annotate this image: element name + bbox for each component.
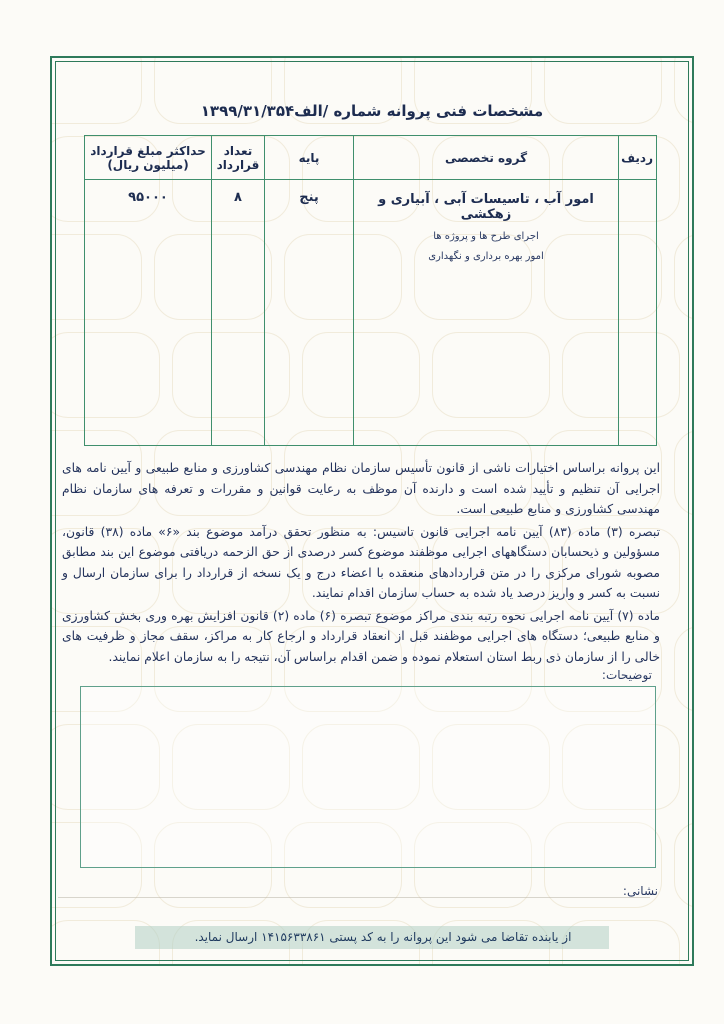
column-header-row-number: ردیف	[619, 136, 657, 180]
group-subitem-maintenance: امور بهره برداری و نگهداری	[428, 251, 544, 262]
spec-table	[84, 135, 657, 446]
column-header-contract-count: تعداد قرارداد	[212, 136, 265, 180]
notes-label: توضیحات:	[601, 668, 652, 682]
max-amount-cell: ۹۵۰۰۰	[85, 180, 212, 446]
address-line-rule	[58, 897, 650, 898]
column-header-max-contract-amount: حداکثر مبلغ قرارداد (میلیون ریال)	[85, 136, 212, 180]
finder-notice: از یابنده تقاضا می شود این پروانه را به کد پستی ۱۴۱۵۶۳۳۸۶۱ ارسال نماید.	[135, 926, 610, 949]
legal-text-block	[62, 458, 660, 669]
legal-paragraph-basis: این پروانه براساس اختیارات ناشی از قانون تأسیس سازمان نظام مهندسی کشاورزی و منابع طبیعی و آیین نامه های اجرایی آن تنظیم و تأیید شده است و دارنده آن موظف به رعایت قوانین و مقررات و تعرفه های سازمان نظام مهندسی کشاورزی و منابع طبیعی است.	[62, 461, 660, 516]
group-title: امور آب ، تاسیسات آبی ، آبیاری و زهکشی	[378, 192, 594, 222]
column-header-grade: پایه	[265, 136, 354, 180]
finder-notice-row	[50, 926, 694, 949]
notes-box	[80, 686, 656, 868]
page-title: مشخصات فنی پروانه شماره /الف۱۳۹۹/۳۱/۳۵۴	[200, 102, 544, 120]
specialized-group-cell	[354, 180, 619, 446]
legal-paragraph-note3-article83: تبصره (۳) ماده (۸۳) آیین نامه اجرایی قانون تاسیس: به منظور تحقق درآمد موضوع بند «۶» ماده (۳۸) قانون، مسؤولین و ذیحسابان دستگاههای اجرایی موظفند موضوع کسر درصدی از حق الزحمه دریافتی موضوع این بند مطابق مصوبه شورای مرکزی را در متن قراردادهای منعقده با اعضاء درج و یک نسخه از قرارداد را برای سازمان ارسال و نسبت به کسر و واریز درصد یاد شده به حساب سازمان اقدام نمایند.	[62, 524, 661, 600]
contract-count-cell: ۸	[212, 180, 265, 446]
group-subitem-projects: اجرای طرح ها و پروژه ها	[433, 231, 539, 242]
legal-paragraph-article7: ماده (۷) آیین نامه اجرایی نحوه رتبه بندی مراکز موضوع تبصره (۶) ماده (۲) قانون افزایش بهره وری بخش کشاورزی و منابع طبیعی؛ دستگاه های اجرایی موظفند قبل از انعقاد قرارداد و ارجاع کار به مراکز، سقف مجاز و ظرفیت های خالی را از سازمان ذی ربط استان استعلام نموده و ضمن اقدام براساس آن، نتیجه را به سازمان اعلام نمایند.	[62, 608, 661, 664]
address-label: نشانی:	[622, 884, 658, 898]
table-header-row	[85, 136, 657, 180]
table-row	[85, 180, 657, 446]
grade-cell: پنج	[265, 180, 354, 446]
column-header-specialized-group: گروه تخصصی	[354, 136, 619, 180]
row-number-cell	[619, 180, 657, 446]
